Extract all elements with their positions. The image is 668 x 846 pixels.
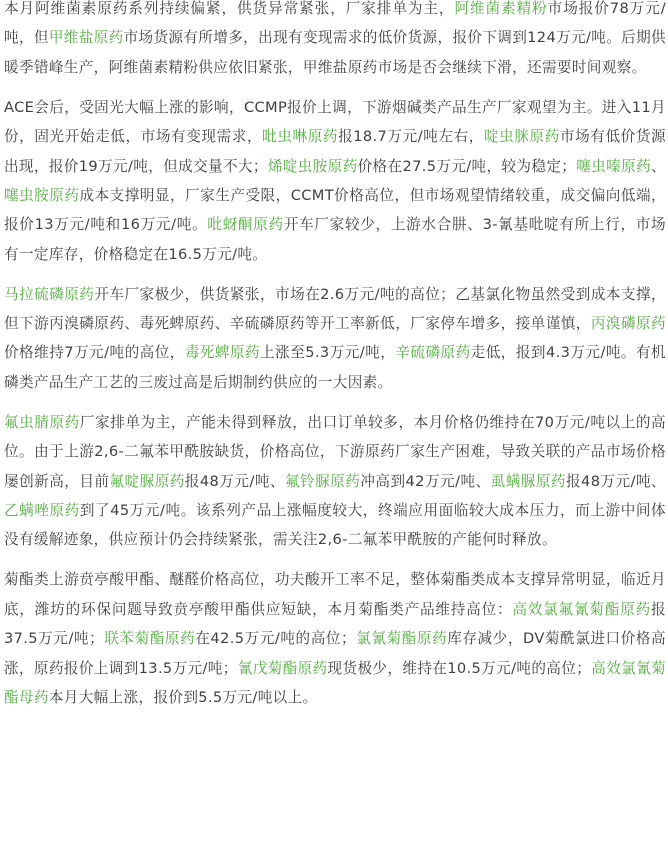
product-keyword: 吡虫啉原药 [262, 128, 339, 146]
text-run: 本月大幅上涨，报价到5.5万元/吨以上。 [48, 688, 318, 706]
text-run: 、 [651, 157, 666, 175]
text-run: 本月阿维菌素原药系列持续偏紧，供货异常紧张，厂家排单为主， [4, 0, 455, 17]
paragraph-fipronil-benzoylurea [4, 408, 666, 555]
text-run: 价格在27.5万元/吨，较为稳定； [357, 157, 577, 175]
text-run: 走低，报到4.3万元/吨。有机磷类产品生产工艺的三废过高是后期制约供应的一大因素。 [4, 344, 666, 391]
text-run: 报48万元/吨、 [565, 472, 666, 490]
text-run: 报18.7万元/吨左右， [338, 128, 484, 146]
product-keyword: 乙螨唑原药 [4, 502, 80, 519]
product-keyword: 虱螨脲原药 [490, 472, 566, 490]
paragraph-avermectin [4, 0, 666, 82]
paragraph-pyrethroid [4, 565, 666, 712]
text-run: ACE会后，受固光大幅上涨的影响，CCMP报价上调，下游烟碱类产品生产厂家观望为主。进入11月份，固光开始走低，市场有变现需求， [4, 98, 666, 146]
text-run: 在42.5万元/吨的高位； [195, 630, 356, 648]
text-run: 开车厂家极少，供货紧张，市场在2.6万元/吨的高位；乙基氯化物虽然受到成本支撑，但下游丙溴磷原药、毒死蜱原药、辛硫磷原药等开工率新低，厂家停车增多，接单谨慎， [4, 285, 666, 333]
text-run: 成本支撑明显，厂家生产受限，CCMT价格高位，但市场观望情绪较重，成交偏向低端，报价13万元/吨和16万元/吨。 [4, 186, 666, 234]
product-keyword: 氰戊菊酯原药 [237, 659, 328, 677]
text-run: 市场有低价货源出现，报价19万元/吨，但成交量不大； [4, 128, 666, 175]
product-keyword: 高效氯氟氰菊酯原药 [512, 600, 652, 618]
text-run: 冲高到42万元/吨、 [360, 472, 491, 490]
product-keyword: 氟啶脲原药 [109, 472, 185, 490]
text-run: 价格维持7万元/吨的高位， [4, 344, 185, 362]
text-run: 菊酯类上游贲亭酸甲酯、醚醛价格高位，功夫酸开工率不足，整体菊酯类成本支撑异常明显，临近月底，潍坊的环保问题导致贲亭酸甲酯供应短缺，本月菊酯类产品维持高位： [4, 571, 666, 618]
article-body [4, 0, 666, 723]
product-keyword: 噻虫嗪原药 [576, 157, 652, 175]
paragraph-neonicotinoid [4, 93, 666, 269]
text-run: 市场报价78万元/吨，但 [4, 0, 666, 47]
product-keyword: 氟铃脲原药 [284, 472, 361, 490]
text-run: 报48万元/吨、 [184, 472, 285, 490]
product-keyword: 马拉硫磷原药 [4, 285, 95, 303]
text-run: 上涨至5.3万元/吨， [260, 344, 396, 362]
product-keyword: 丙溴磷原药 [590, 315, 666, 333]
product-keyword: 氯氰菊酯原药 [355, 630, 448, 648]
product-keyword: 噻虫胺原药 [4, 186, 80, 204]
text-run: 现货极少，维持在10.5万元/吨的高位； [327, 659, 592, 677]
product-keyword: 甲维盐原药 [48, 29, 124, 47]
text-run: 报37.5万元/吨； [4, 600, 666, 648]
product-keyword: 氟虫腈原药 [4, 413, 80, 431]
product-keyword: 高效氯氰菊酯母药 [4, 659, 666, 706]
text-run: 市场货源有所增多，出现有变现需求的低价货源，报价下调到124万元/吨。后期供暖季错峰生产，阿维菌素精粉供应依旧紧张，甲维盐原药市场是否会继续下滑，还需要时间观察。 [4, 29, 666, 76]
product-keyword: 啶虫脒原药 [484, 128, 560, 146]
text-run: 库存减少，DV菊酰氯进口价格高涨，原药报价上调到13.5万元/吨； [4, 630, 666, 677]
product-keyword: 辛硫磷原药 [395, 344, 471, 362]
product-keyword: 联苯菊酯原药 [104, 630, 196, 648]
product-keyword: 毒死蜱原药 [184, 344, 261, 362]
text-run: 开车厂家较少，上游水合肼、3-氰基吡啶有所上行，市场有一定库存，价格稳定在16.5万元/吨。 [4, 216, 667, 263]
product-keyword: 阿维菌素精粉 [454, 0, 548, 17]
product-keyword: 吡蚜酮原药 [207, 216, 284, 234]
paragraph-organophosphate [4, 280, 666, 398]
text-run: 厂家排单为主，产能未得到释放，出口订单较多，本月价格仍维持在70万元/吨以上的高位。由于上游2,6-二氟苯甲酰胺缺货，价格高位，下游原药厂家生产困难，导致关联的产品市场价格屡创新高，目前 [4, 413, 666, 490]
text-run: 到了45万元/吨。该系列产品上涨幅度较大，终端应用面临较大成本压力，而上游中间体没有缓解迹象，供应预计仍会持续紧张，需关注2,6-二氟苯甲酰胺的产能何时释放。 [4, 502, 666, 549]
product-keyword: 烯啶虫胺原药 [267, 157, 358, 175]
